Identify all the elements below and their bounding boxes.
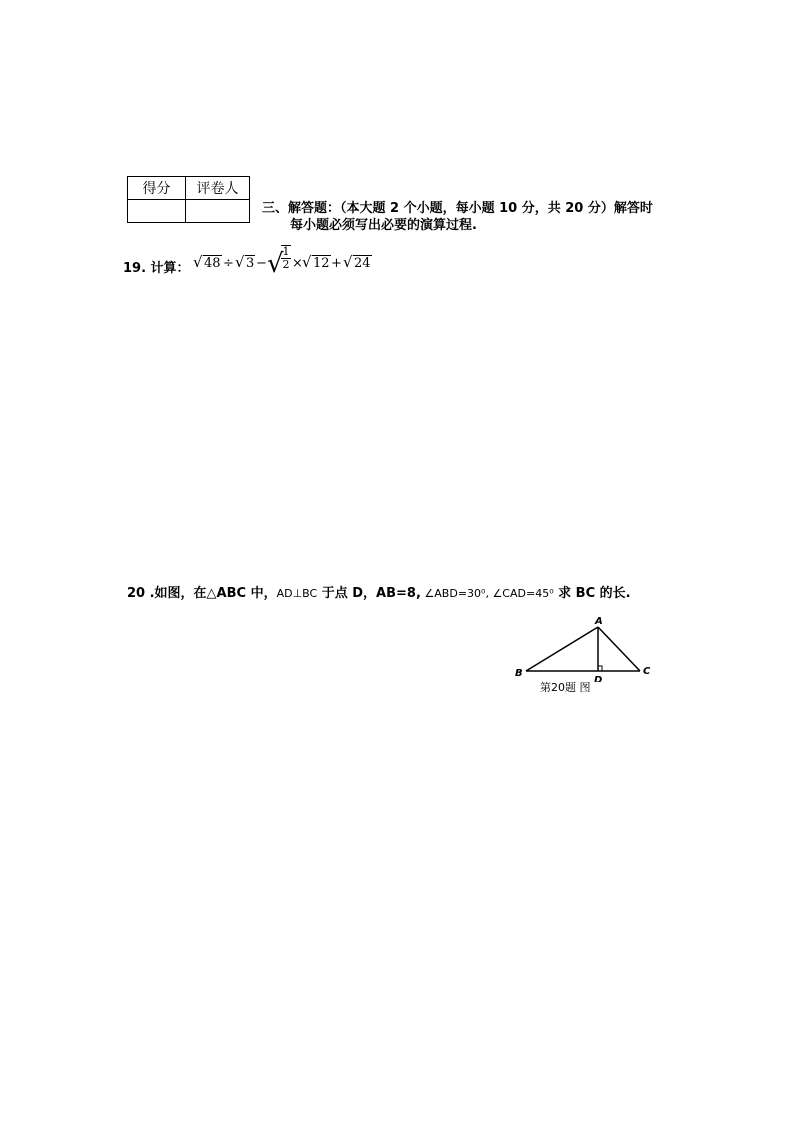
fraction-half	[281, 245, 291, 271]
label-a: A	[595, 616, 603, 627]
q20-foot: 于点 D，AB=8,	[317, 586, 421, 601]
triangle-figure	[510, 612, 660, 682]
question-20-text	[127, 582, 631, 601]
question-19-label: 19. 计算：	[123, 261, 190, 276]
q20-intro: 20 .如图，在△ABC 中，	[127, 586, 277, 601]
radicand-3: 3	[246, 256, 255, 271]
radicand-24: 24	[354, 256, 371, 271]
radicand-12: 12	[313, 256, 330, 271]
side-ac	[598, 627, 640, 671]
section-subtitle: 每小题必须写出必要的演算过程.	[290, 218, 477, 233]
label-b: B	[515, 668, 523, 679]
fraction-denominator: 2	[282, 258, 290, 271]
minus-operator: −	[256, 256, 267, 271]
sqrt-symbol: √	[235, 253, 245, 271]
sqrt-symbol: √	[193, 253, 203, 271]
section-title: 三、解答题：（本大题 2 个小题，每小题 10 分，共 20 分）解答时	[262, 201, 653, 216]
label-c: C	[643, 666, 651, 677]
side-ab	[526, 627, 598, 671]
score-cell[interactable]	[128, 200, 186, 223]
q20-perpendicular: AD⊥BC	[276, 587, 318, 600]
label-d: D	[594, 675, 603, 682]
radicand-48: 48	[204, 256, 221, 271]
sqrt-symbol: √	[343, 253, 353, 271]
score-header: 得分	[128, 177, 186, 200]
fraction-numerator: 1	[282, 245, 290, 258]
figure-caption: 第20题 图	[540, 681, 591, 694]
grader-header: 评卷人	[186, 177, 250, 200]
divide-operator: ÷	[223, 256, 234, 271]
q20-ask: 求 BC 的长.	[553, 586, 631, 601]
q20-angles: ∠ABD=30⁰, ∠CAD=45⁰	[420, 587, 554, 600]
sqrt-symbol-large: √	[267, 249, 284, 279]
plus-operator: +	[331, 256, 342, 271]
score-table	[127, 176, 250, 223]
sqrt-symbol: √	[302, 253, 312, 271]
grader-cell[interactable]	[186, 200, 250, 223]
multiply-operator: ×	[292, 256, 303, 271]
